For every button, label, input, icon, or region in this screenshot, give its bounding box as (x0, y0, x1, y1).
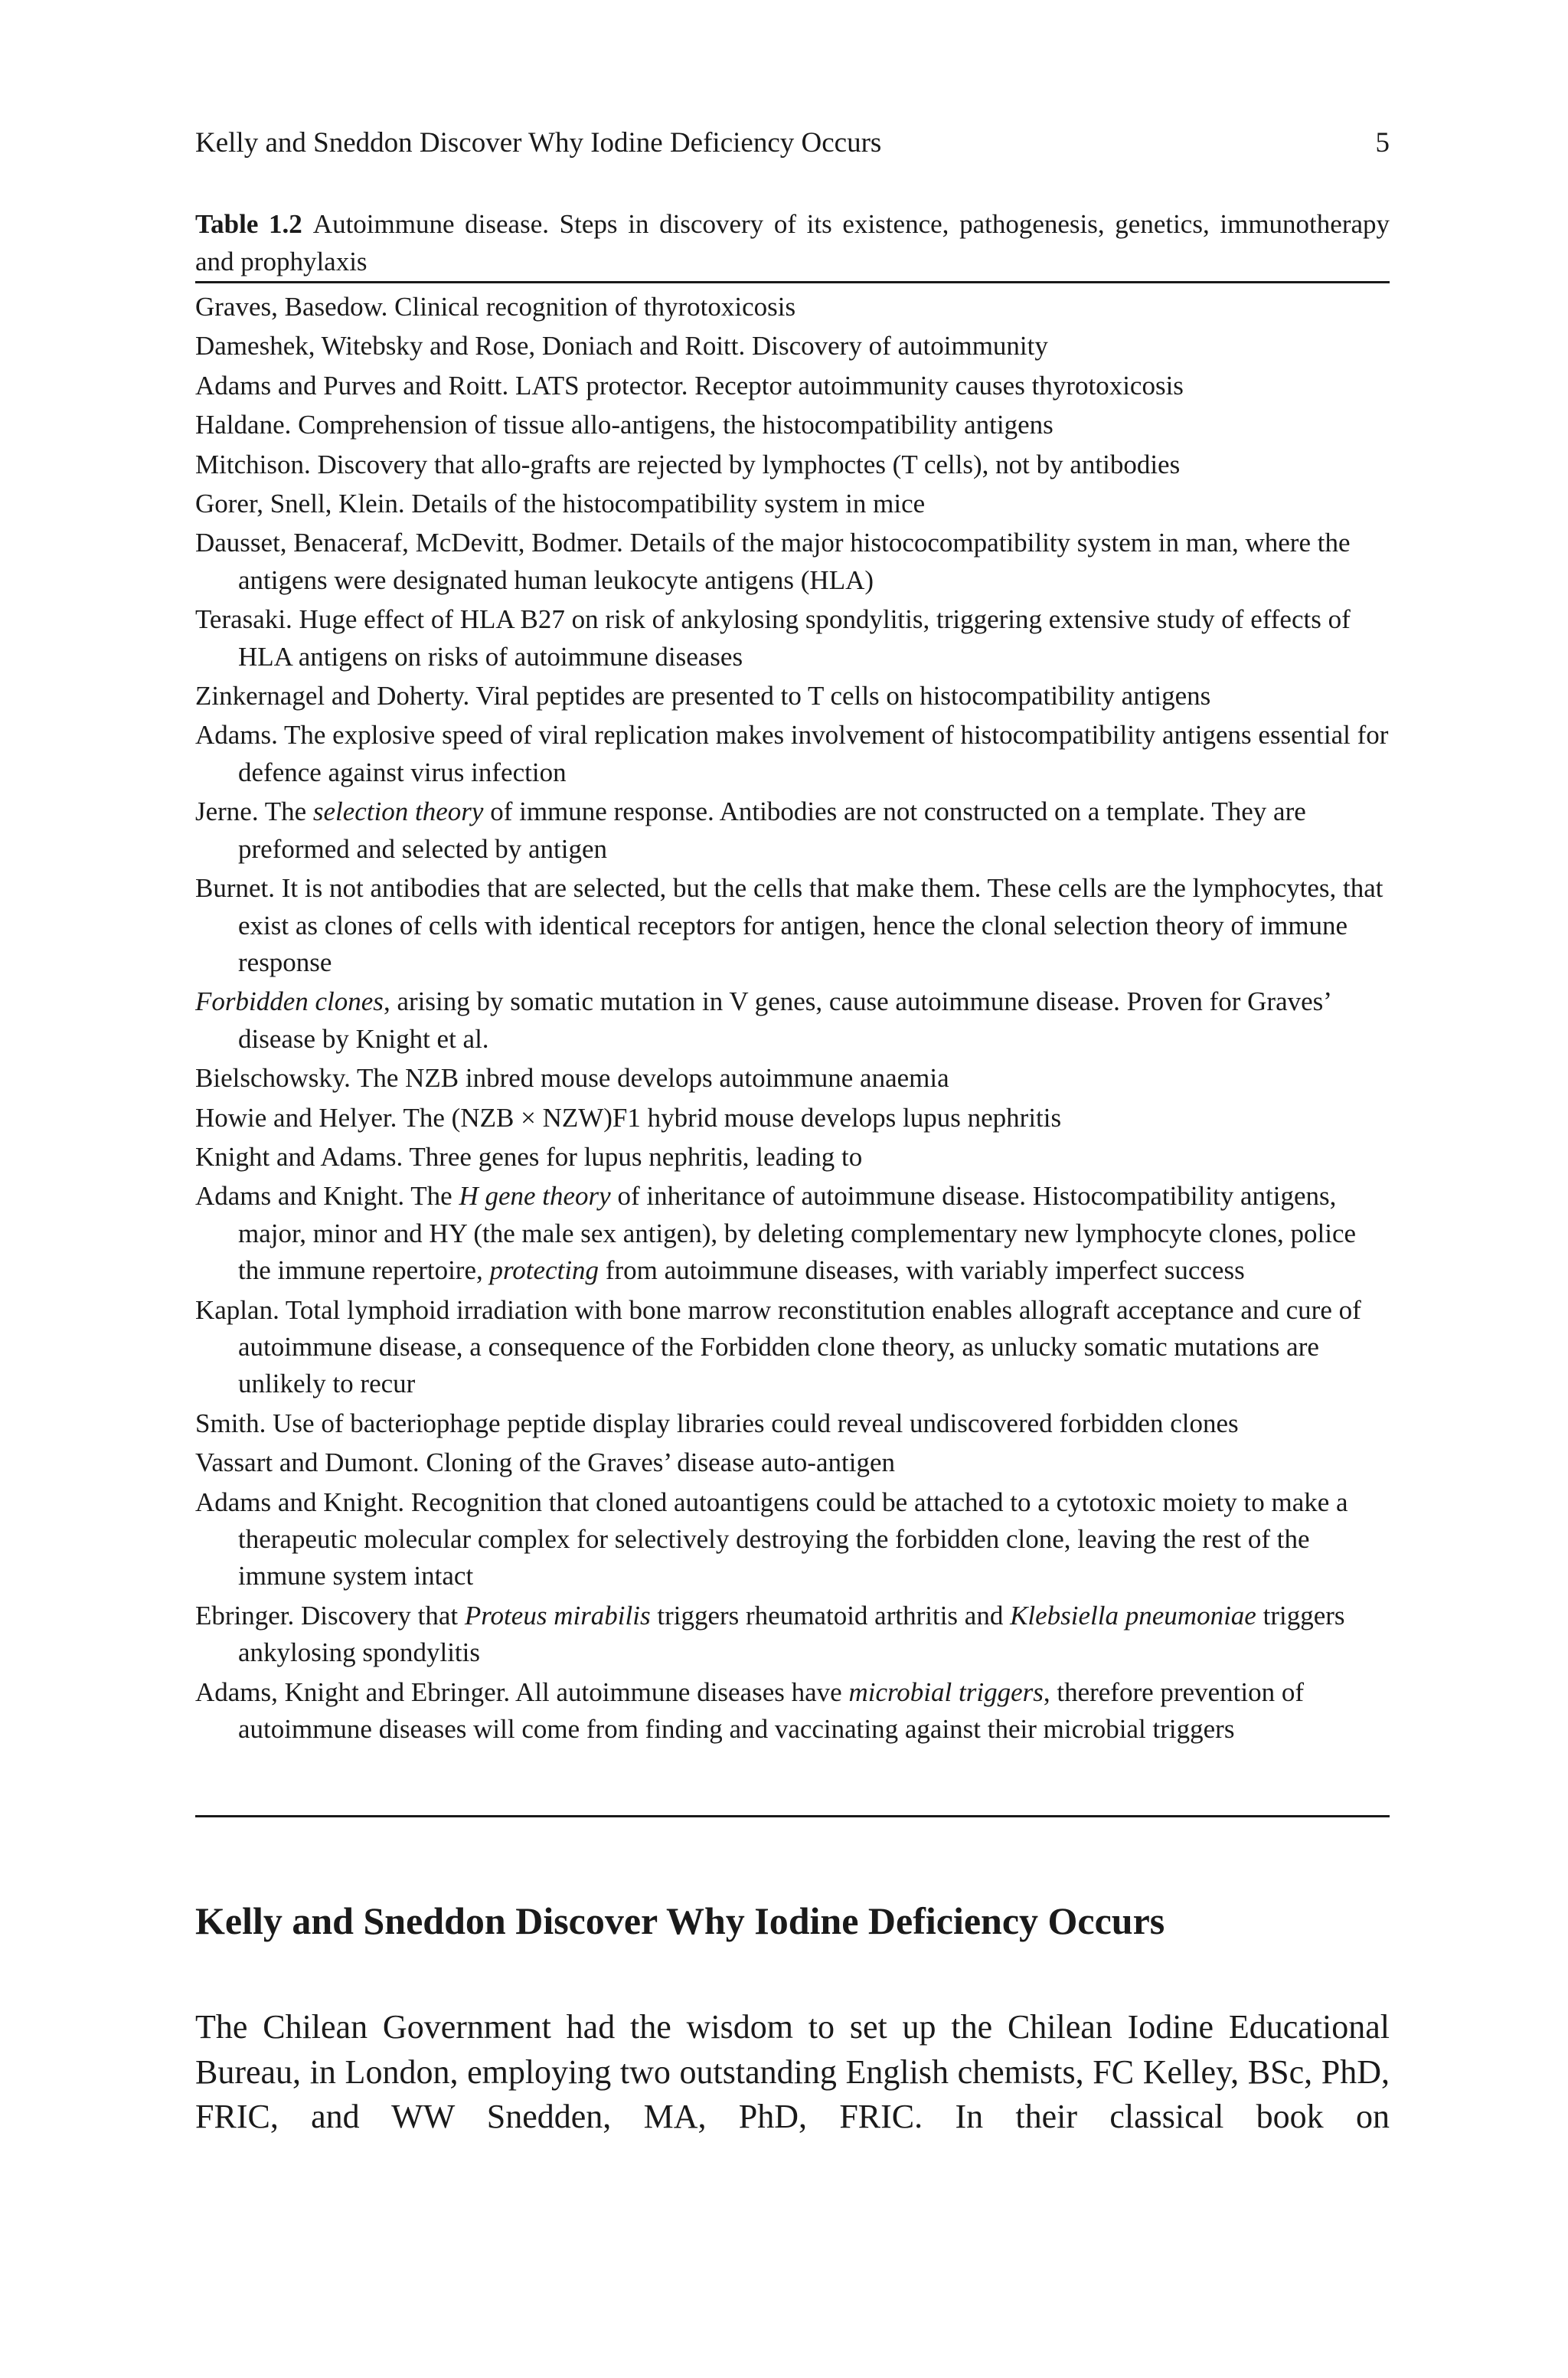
table-row-italic-text: Klebsiella pneumoniae (1010, 1600, 1256, 1631)
table-row (195, 446, 1390, 483)
table-label: Table 1.2 (195, 209, 302, 239)
table-row (195, 486, 1390, 522)
table-row (195, 407, 1390, 443)
table-bottom-rule (195, 1815, 1390, 1817)
table-row (195, 793, 1390, 868)
table-row-text: from autoimmune diseases, with variably imperfect success (599, 1255, 1245, 1286)
table-row-text: Knight and Adams. Three genes for lupus nephritis, leading to (195, 1141, 863, 1172)
table-row-italic-text: microbial triggers (848, 1676, 1044, 1707)
table-row-text: of inheritance of autoimmune disease. Histocompatibility antigens, major, minor and HY (the male sex antigen), by deleting complementary new lymphocyte clones, police the immune repertoire, (238, 1181, 1357, 1286)
table-top-rule (195, 281, 1390, 283)
table-row (195, 525, 1390, 599)
table-row-text: Graves, Basedow. Clinical recognition of thyrotoxicosis (195, 292, 796, 322)
table-row (195, 1484, 1390, 1595)
table-row-text: Burnet. It is not antibodies that are selected, but the cells that make them. These cells are the lymphocytes, that exist as clones of cells with identical receptors for antigen, hence the clonal selection theory of immune response (195, 873, 1383, 977)
section-heading: Kelly and Sneddon Discover Why Iodine Deficiency Occurs (195, 1899, 1165, 1942)
table-row-italic-text: H gene theory (459, 1181, 611, 1212)
running-head (195, 124, 1390, 162)
table-row (195, 1292, 1390, 1403)
table-row (195, 870, 1390, 981)
table-row (195, 368, 1390, 404)
table-row-text: Howie and Helyer. The (NZB × NZW)F1 hybrid mouse develops lupus nephritis (195, 1102, 1062, 1133)
table-row-text: Zinkernagel and Doherty. Viral peptides are presented to T cells on histocompatibility antigens (195, 681, 1211, 711)
table-row-text: Ebringer. Discovery that (195, 1600, 465, 1631)
table-row (195, 1674, 1390, 1748)
table-row (195, 717, 1390, 791)
table-row-text: Adams, Knight and Ebringer. All autoimmune diseases have (195, 1676, 849, 1707)
table-row-italic-text: Forbidden clones (195, 986, 384, 1017)
table-row-text: Jerne. The (195, 796, 313, 827)
table-row-text: Vassart and Dumont. Cloning of the Graves’ disease auto-antigen (195, 1447, 895, 1478)
table-row-text: Adams. The explosive speed of viral replication makes involvement of histocompatibility antigens essential for defence against virus infection (195, 720, 1389, 787)
table-row-text: Gorer, Snell, Klein. Details of the histocompatibility system in mice (195, 489, 926, 519)
table-row (195, 1598, 1390, 1672)
table-row (195, 1139, 1390, 1176)
table-row-text: Smith. Use of bacteriophage peptide display libraries could reveal undiscovered forbidden clones (195, 1408, 1239, 1438)
table-row-text: Haldane. Comprehension of tissue allo-antigens, the histocompatibility antigens (195, 410, 1054, 440)
table-row-italic-text: Proteus mirabilis (464, 1600, 651, 1631)
table-row-text: triggers rheumatoid arthritis and (650, 1600, 1011, 1631)
running-head-title: Kelly and Sneddon Discover Why Iodine Deficiency Occurs (195, 127, 882, 159)
table-row (195, 678, 1390, 715)
table-row (195, 601, 1390, 675)
page-number: 5 (1375, 127, 1390, 159)
table-row-text: Kaplan. Total lymphoid irradiation with bone marrow reconstitution enables allograft acceptance and cure of autoimmune disease, a consequence of the Forbidden clone theory, as unlucky somatic mutations are unlikely to recur (195, 1294, 1361, 1399)
table-row-text: Adams and Purves and Roitt. LATS protector. Receptor autoimmunity causes thyrotoxicosis (195, 370, 1184, 401)
table-row-text: Bielschowsky. The NZB inbred mouse develops autoimmune anaemia (195, 1063, 949, 1094)
table-row-italic-text: protecting (489, 1255, 599, 1286)
table-row (195, 1444, 1390, 1481)
table-row (195, 289, 1390, 325)
table-row-text: Dausset, Benaceraf, McDevitt, Bodmer. Details of the major histococompatibility system in man, where the antigens were designated human leukocyte antigens (HLA) (195, 528, 1351, 595)
table-row (195, 1060, 1390, 1097)
table-row-text: Terasaki. Huge effect of HLA B27 on risk of ankylosing spondylitis, triggering extensive study of effects of HLA antigens on risks of autoimmune diseases (195, 604, 1351, 672)
table-row-text: Dameshek, Witebsky and Rose, Doniach and Roitt. Discovery of autoimmunity (195, 331, 1048, 361)
table-row (195, 328, 1390, 365)
table-row-text: Adams and Knight. Recognition that cloned autoantigens could be attached to a cytotoxic moiety to make a therapeutic molecular complex for selectively destroying the forbidden clone, leaving the rest of the immune system intact (195, 1487, 1348, 1591)
table-row (195, 1178, 1390, 1289)
table-row-text: , arising by somatic mutation in V genes, cause autoimmune disease. Proven for Graves’ disease by Knight et al. (238, 986, 1331, 1054)
table-row-italic-text: selection theory (312, 796, 484, 827)
table-row-text: Mitchison. Discovery that allo-grafts are rejected by lymphoctes (T cells), not by antibodies (195, 449, 1181, 479)
table-row-text: of immune response. Antibodies are not constructed on a template. They are preformed and selected by antigen (238, 796, 1306, 864)
table-row (195, 983, 1390, 1058)
table-row-text: triggers ankylosing spondylitis (238, 1600, 1345, 1668)
table-caption-text: Autoimmune disease. Steps in discovery of its existence, pathogenesis, genetics, immunotherapy and prophylaxis (195, 209, 1390, 276)
body-paragraph: The Chilean Government had the wisdom to set up the Chilean Iodine Educational Bureau, in London, employing two outstanding English chemists, FC Kelley, BSc, PhD, FRIC, and WW Snedden, MA, PhD, FRIC. In their classical book on (195, 2008, 1390, 2135)
table-row (195, 1405, 1390, 1442)
table-row (195, 1100, 1390, 1137)
table-row-text: , therefore prevention of autoimmune diseases will come from finding and vaccinating against their microbial triggers (238, 1676, 1304, 1745)
table-caption (195, 205, 1390, 280)
table-row-text: Adams and Knight. The (195, 1181, 459, 1212)
table-body (195, 289, 1390, 1750)
